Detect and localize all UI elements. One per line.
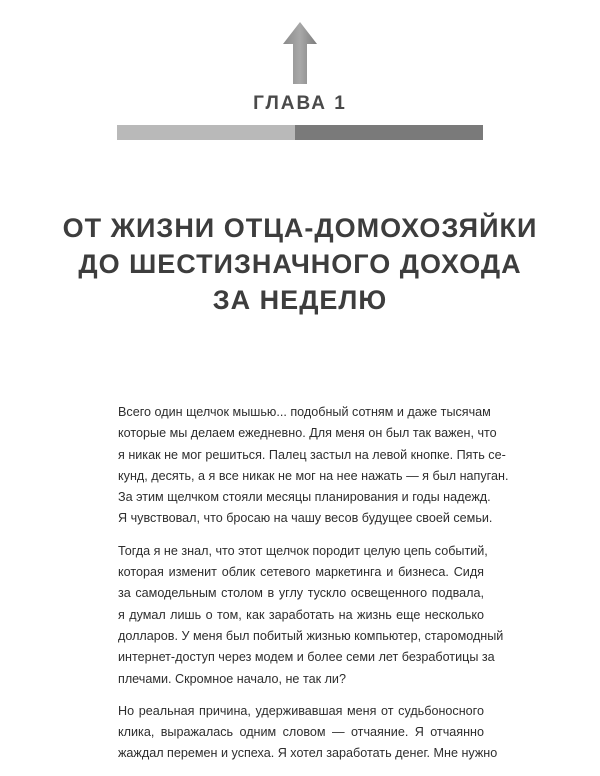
text-line: Я чувствовал, что бросаю на чашу весов будущее своей семьи. xyxy=(118,511,493,526)
text-line: я никак не мог решиться. Палец застыл на левой кнопке. Пять се- xyxy=(118,447,506,462)
text-line: плечами. Скромное начало, не так ли? xyxy=(118,671,346,686)
text-line: Всего один щелчок мышью... подобный сотням и даже тысячам xyxy=(118,405,491,419)
text-line: клика, выражалась одним словом — отчаяние. Я отчаянно xyxy=(118,725,484,740)
paragraph xyxy=(118,402,509,530)
chapter-bar-light xyxy=(117,125,295,140)
paragraph xyxy=(118,701,498,765)
paragraph xyxy=(118,541,504,690)
chapter-divider-bar xyxy=(117,125,483,140)
up-arrow-icon xyxy=(283,22,317,84)
text-line: кунд, десять, а я все никак не мог на нее нажать — я был напуган. xyxy=(118,468,509,483)
text-line: Но реальная причина, удерживавшая меня от судьбоносного xyxy=(118,703,484,718)
chapter-title-line: ЗА НЕДЕЛЮ xyxy=(212,285,388,315)
chapter-label: ГЛАВА 1 xyxy=(253,93,347,114)
chapter-title xyxy=(60,210,540,318)
chapter-bar-dark xyxy=(295,125,483,140)
text-line: жаждал перемен и успеха. Я хотел заработать денег. Мне нужно xyxy=(118,746,498,761)
text-line: интернет-доступ через модем и более семи лет безработицы за xyxy=(118,650,495,665)
text-line: Тогда я не знал, что этот щелчок породит целую цепь событий, xyxy=(118,543,488,558)
chapter-title-line: ОТ ЖИЗНИ ОТЦА-ДОМОХОЗЯЙКИ xyxy=(62,213,538,243)
text-line: долларов. У меня был побитый жизнью компьютер, старомодный xyxy=(118,628,504,643)
text-line: За этим щелчком стояли месяцы планирования и годы надежд. xyxy=(118,490,491,505)
text-line: которая изменит облик сетевого маркетинга и бизнеса. Сидя xyxy=(118,565,484,580)
chapter-body xyxy=(118,402,509,776)
text-line: за самодельным столом в углу тускло освещенного подвала, xyxy=(118,586,484,601)
text-line: которые мы делаем ежедневно. Для меня он был так важен, что xyxy=(118,426,497,441)
text-line: я думал лишь о том, как заработать на жизнь еще несколько xyxy=(118,607,484,622)
chapter-title-line: ДО ШЕСТИЗНАЧНОГО ДОХОДА xyxy=(78,249,522,279)
